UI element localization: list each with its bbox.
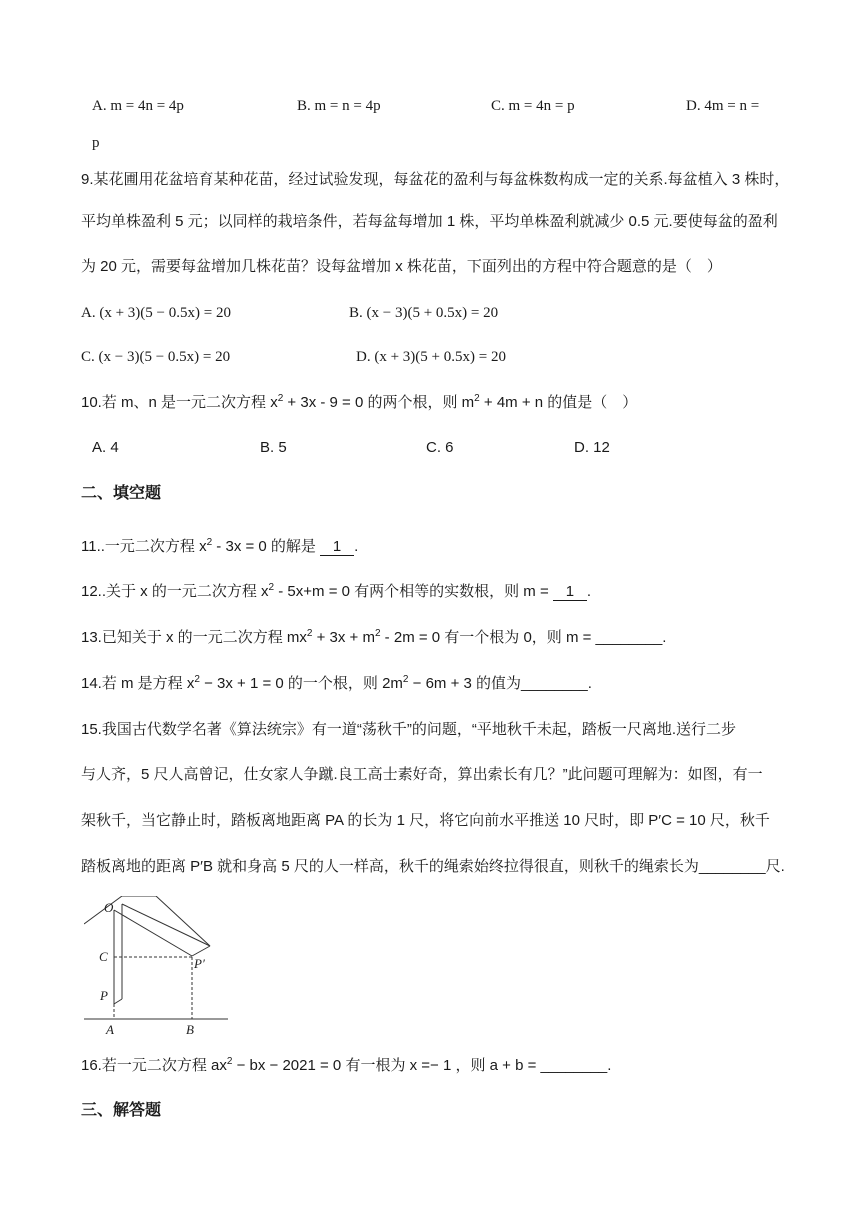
label-o: O xyxy=(104,900,114,915)
q12-answer: 1 xyxy=(553,583,587,601)
q11-answer: 1 xyxy=(320,538,354,556)
q15-line-3: 架秋千，当它静止时，踏板离地距离 PA 的长为 1 尺，将它向前水平推送 10 尺时，即 P′C = 10 尺，秋千 xyxy=(81,812,770,829)
q10-option-c: C. 6 xyxy=(426,439,454,456)
seat-rest xyxy=(114,999,122,1004)
seat-pushed xyxy=(192,946,210,956)
q9-option-a: A. (x + 3)(5 − 0.5x) = 20 xyxy=(81,305,231,321)
q8-option-b: B. m = n = 4p xyxy=(297,98,381,114)
label-c: C xyxy=(99,949,108,964)
q10-option-a: A. 4 xyxy=(92,439,119,456)
q16: 16.若一元二次方程 $ax^2$ − bx − 2021 = 0 有一根为 x =− 1 ，则 a + b = ________. xyxy=(81,1056,612,1074)
rope-pushed-1 xyxy=(114,910,192,956)
q15-line-4: 踏板离地的距离 P′B 就和身高 5 尺的人一样高，秋千的绳索始终拉得很直，则秋千的绳索长为________尺. xyxy=(81,858,785,875)
q11: 11..一元二次方程 $x^2 - 3x = 0$ 的解是 1 . xyxy=(81,537,359,555)
q9-line-2: 平均单株盈利 5 元；以同样的栽培条件，若每盆每增加 1 株，平均单株盈利就减少 0.5 元.要使每盆的盈利 xyxy=(81,213,778,230)
q9-line-1: 9.某花圃用花盆培育某种花苗，经过试验发现，每盆花的盈利与每盆株数构成一定的关系.每盆植入 3 株时， xyxy=(81,171,790,188)
q15-line-1: 15.我国古代数学名著《算法统宗》有一道“荡秋千”的问题，“平地秋千未起，踏板一尺离地.送行二步 xyxy=(81,721,737,738)
q9-line-3: 为 20 元，需要每盆增加几株花苗？设每盆增加 x 株花苗，下面列出的方程中符合题意的是（ ） xyxy=(81,258,722,275)
q8-option-a: A. m = 4n = 4p xyxy=(92,98,184,114)
label-a: A xyxy=(106,1022,114,1036)
label-p: P xyxy=(100,988,108,1003)
q12: 12..关于 x 的一元二次方程 $x^2 - 5x+m = 0$ 有两个相等的实数根，则 m = 1 . xyxy=(81,582,592,600)
section-3-heading: 三、解答题 xyxy=(81,1102,162,1119)
q10-stem: 10.若 m、n 是一元二次方程 $x^2 + 3x - 9 = 0$ 的两个根，则 $m^2 + 4m + n$ 的值是（ ） xyxy=(81,393,638,411)
q9-option-d: D. (x + 3)(5 + 0.5x) = 20 xyxy=(356,349,506,365)
q8-option-d-wrap: p xyxy=(92,135,100,151)
q9-option-c: C. (x − 3)(5 − 0.5x) = 20 xyxy=(81,349,231,365)
q14: 14.若 m 是方程 $x^2 - 3x + 1 = 0$ 的一个根，则 $2m^2 - 6m + 3$ 的值为________. xyxy=(81,674,592,692)
rope-pushed-3 xyxy=(156,896,210,946)
label-p-prime: P′ xyxy=(194,956,205,971)
q10-option-b: B. 5 xyxy=(260,439,287,456)
swing-figure xyxy=(84,896,234,1036)
q13: 13.已知关于 x 的一元二次方程 $mx^2 + 3x + m^2 - 2m = 0$ 有一个根为 0，则 m = ________. xyxy=(81,628,667,646)
q9-option-b: B. (x − 3)(5 + 0.5x) = 20 xyxy=(349,305,499,321)
q15-line-2: 与人齐，5 尺人高曾记，仕女家人争蹴.良工高士素好奇，算出索长有几？”此问题可理解为：如图，有一 xyxy=(81,766,763,783)
rope-pushed-2 xyxy=(122,904,210,946)
q8-option-d: D. 4m = n = xyxy=(686,98,760,114)
label-b: B xyxy=(186,1022,194,1036)
q8-option-c: C. m = 4n = p xyxy=(491,98,575,114)
top-beam-left xyxy=(84,896,122,924)
section-2-heading: 二、填空题 xyxy=(81,485,162,502)
q10-option-d: D. 12 xyxy=(574,439,610,456)
